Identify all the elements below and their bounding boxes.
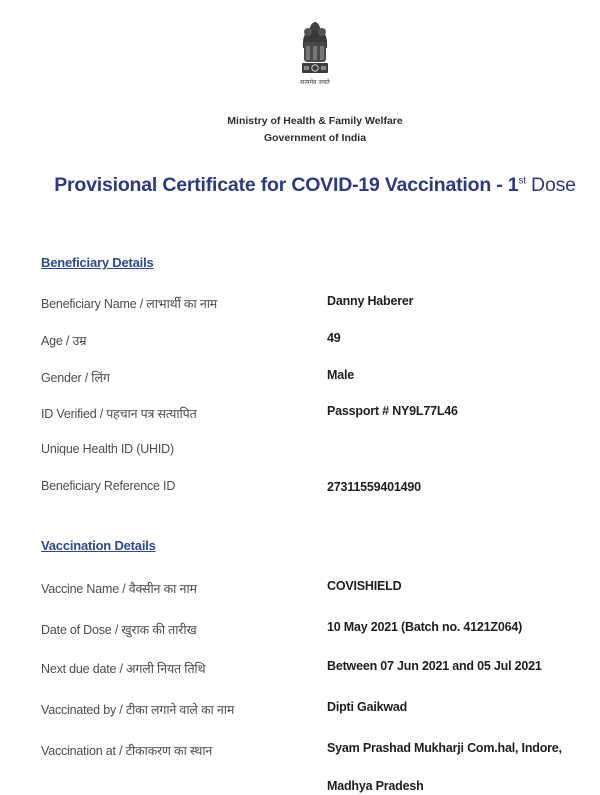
vaccinated-by-label: Vaccinated by / टीका लगाने वाले का नाम — [41, 703, 235, 717]
vaccine-name-label: Vaccine Name / वैक्सीन का नाम — [41, 582, 197, 596]
gender-label: Gender / लिंग — [41, 371, 110, 385]
title-suffix: Dose — [525, 174, 576, 196]
svg-text:सत्यमेव जयते: सत्यमेव जयते — [300, 79, 330, 86]
dose-date-value: 10 May 2021 (Batch no. 4121Z064) — [327, 620, 523, 634]
ministry-name: Ministry of Health & Family Welfare — [227, 115, 403, 127]
beneficiary-name-value: Danny Haberer — [327, 294, 414, 308]
certificate-title — [0, 174, 600, 197]
vaccination-at-label: Vaccination at / टीकाकरण का स्थान — [41, 744, 213, 758]
id-verified-label: ID Verified / पहचान पत्र सत्यापित — [41, 407, 197, 421]
beneficiary-name-label: Beneficiary Name / लाभार्थी का नाम — [41, 297, 218, 311]
title-superscript: st — [518, 175, 526, 187]
beneficiary-details-heading: Beneficiary Details — [41, 255, 154, 270]
national-emblem-icon — [290, 18, 340, 106]
dose-date-label: Date of Dose / खुराक की तारीख — [41, 623, 197, 637]
vaccine-name-value: COVISHIELD — [327, 579, 402, 593]
vaccinated-by-value: Dipti Gaikwad — [327, 700, 408, 714]
reference-id-label: Beneficiary Reference ID — [41, 479, 176, 493]
title-main: Provisional Certificate for COVID-19 Vaccination - 1 — [54, 174, 519, 196]
government-name: Government of India — [263, 132, 367, 144]
gender-value: Male — [327, 368, 354, 382]
next-due-label: Next due date / अगली नियत तिथि — [41, 662, 206, 676]
next-due-value: Between 07 Jun 2021 and 05 Jul 2021 — [327, 659, 542, 673]
vaccination-at-value: Syam Prashad Mukharji Com.hal, Indore, — [327, 741, 562, 755]
vaccination-details-heading: Vaccination Details — [41, 538, 156, 553]
vaccination-at-value-line2: Madhya Pradesh — [327, 779, 424, 793]
id-verified-value: Passport # NY9L77L46 — [327, 404, 458, 418]
reference-id-value: 27311559401490 — [327, 480, 421, 494]
uhid-label: Unique Health ID (UHID) — [41, 442, 174, 456]
age-label: Age / उम्र — [41, 334, 87, 348]
age-value: 49 — [327, 331, 341, 345]
